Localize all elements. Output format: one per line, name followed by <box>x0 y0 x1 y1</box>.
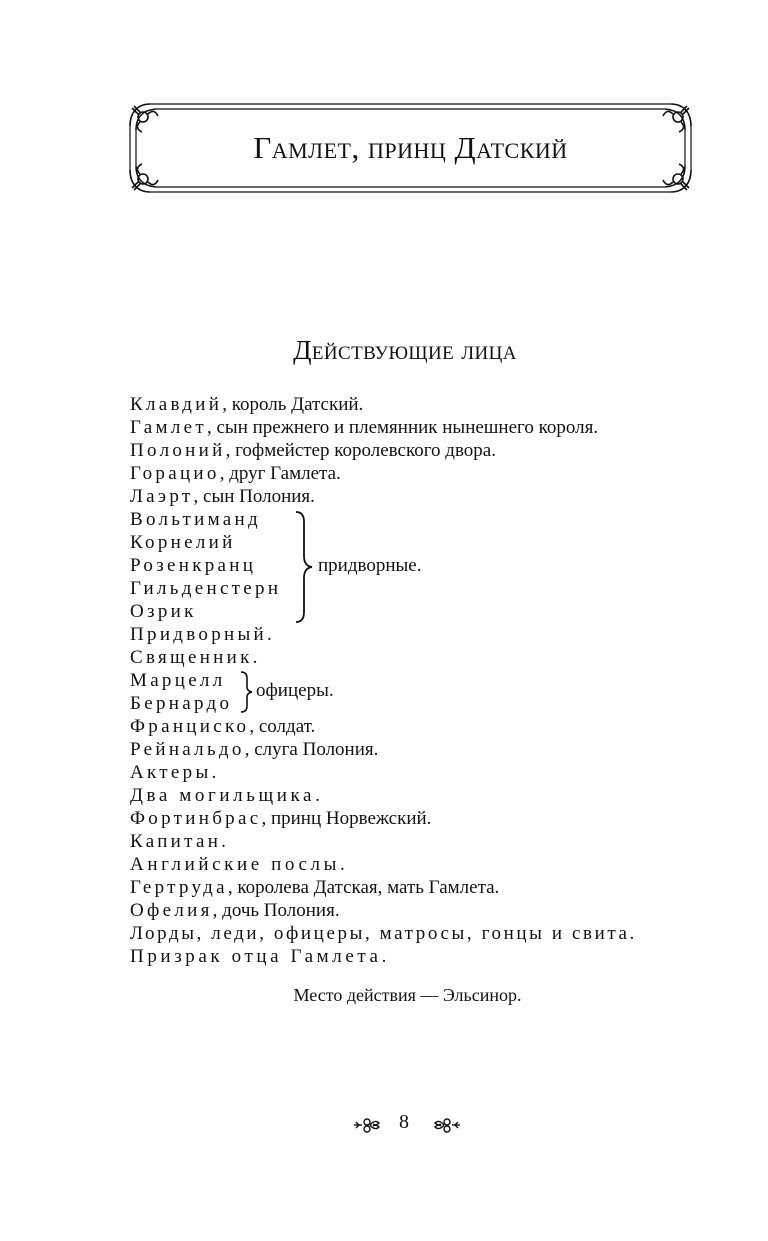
cast-entry-gamlet <box>130 417 598 439</box>
officers-brace <box>238 670 254 714</box>
cast-entry-ozrik <box>130 601 197 623</box>
cast-entry-aktery <box>130 762 220 784</box>
character-name: Марцелл <box>130 670 226 691</box>
character-name: Лаэрт <box>130 486 194 507</box>
cast-entry-voltimand <box>130 509 261 531</box>
character-name: Призрак отца Гамлета. <box>130 946 390 967</box>
cast-entry-francisko <box>130 716 315 738</box>
cast-entry-klavdiy <box>130 394 363 416</box>
character-description: , сын прежнего и племянник нынешнего короля. <box>207 417 599 438</box>
character-description: , король Датский. <box>222 394 364 415</box>
character-description: , сын Полония. <box>193 486 315 507</box>
character-name: Актеры. <box>130 762 220 783</box>
character-name: Священник. <box>130 647 261 668</box>
page-footer <box>352 1110 462 1140</box>
cast-entry-goracio <box>130 463 341 485</box>
character-description: , дочь Полония. <box>212 900 340 921</box>
play-title: Гамлет, принц Датский <box>253 130 568 165</box>
cast-entry-lordy <box>130 923 637 945</box>
character-name: Озрик <box>130 601 197 622</box>
officers-label: офицеры. <box>256 680 334 701</box>
title-frame <box>128 102 693 194</box>
character-name: Гильденстерн <box>130 578 282 599</box>
corner-flourish-top-left <box>130 104 158 132</box>
cast-entry-gildenstern <box>130 578 281 600</box>
character-name: Фортинбрас <box>130 808 262 829</box>
character-description: , друг Гамлета. <box>219 463 341 484</box>
cast-entry-gertruda <box>130 877 499 899</box>
character-description: , гофмейстер королевского двора. <box>225 440 496 461</box>
setting-line: Место действия — Эльсинор. <box>293 985 522 1005</box>
character-name: Корнелий <box>130 532 236 553</box>
character-description: , солдат. <box>249 716 316 737</box>
corner-flourish-bottom-right <box>663 164 691 192</box>
cast-entry-kapitan <box>130 831 229 853</box>
cast-entry-reynaldo <box>130 739 378 761</box>
cast-entry-marcell <box>130 670 226 692</box>
character-name: Вольтиманд <box>130 509 261 530</box>
page-number: 8 <box>399 1111 409 1133</box>
character-name: Рейнальдо <box>130 739 245 760</box>
cast-entry-rozenkranc <box>130 555 256 577</box>
cast-entry-svyashchennik <box>130 647 261 669</box>
character-name: Гертруда <box>130 877 228 898</box>
cast-entry-bernardo <box>130 693 232 715</box>
character-description: , слуга Полония. <box>244 739 379 760</box>
corner-flourish-bottom-left <box>130 164 158 192</box>
character-name: Горацио <box>130 463 220 484</box>
character-name: Английские послы. <box>130 854 349 875</box>
character-name: Два могильщика. <box>130 785 324 806</box>
section-heading: Действующие лица <box>293 335 517 365</box>
character-name: Бернардо <box>130 693 233 714</box>
character-name: Розенкранц <box>130 555 257 576</box>
character-name: Придворный. <box>130 624 276 645</box>
courtiers-brace <box>290 510 314 624</box>
cast-entry-mogilshchiki <box>130 785 323 807</box>
cast-entry-prizrak <box>130 946 390 968</box>
character-name: Клавдий <box>130 394 223 415</box>
cast-entry-posly <box>130 854 348 876</box>
cast-entry-ofeliya <box>130 900 340 922</box>
character-name: Франциско <box>130 716 250 737</box>
courtiers-label: придворные. <box>318 555 422 576</box>
character-description: , принц Норвежский. <box>261 808 432 829</box>
character-description: , королева Датская, мать Гамлета. <box>227 877 500 898</box>
character-name: Полоний <box>130 440 226 461</box>
right-flourish-icon <box>432 1114 462 1136</box>
character-name: Капитан. <box>130 831 230 852</box>
character-name: Офелия <box>130 900 213 921</box>
cast-entry-fortinbras <box>130 808 431 830</box>
left-flourish-icon <box>352 1114 382 1136</box>
character-name: Гамлет <box>130 417 207 438</box>
corner-flourish-top-right <box>663 104 691 132</box>
cast-entry-korneliy <box>130 532 236 554</box>
cast-entry-pridvorny <box>130 624 275 646</box>
character-name: Лорды, леди, офицеры, матросы, гонцы и свита. <box>130 923 637 944</box>
cast-entry-laert <box>130 486 315 508</box>
cast-entry-poloniy <box>130 440 496 462</box>
